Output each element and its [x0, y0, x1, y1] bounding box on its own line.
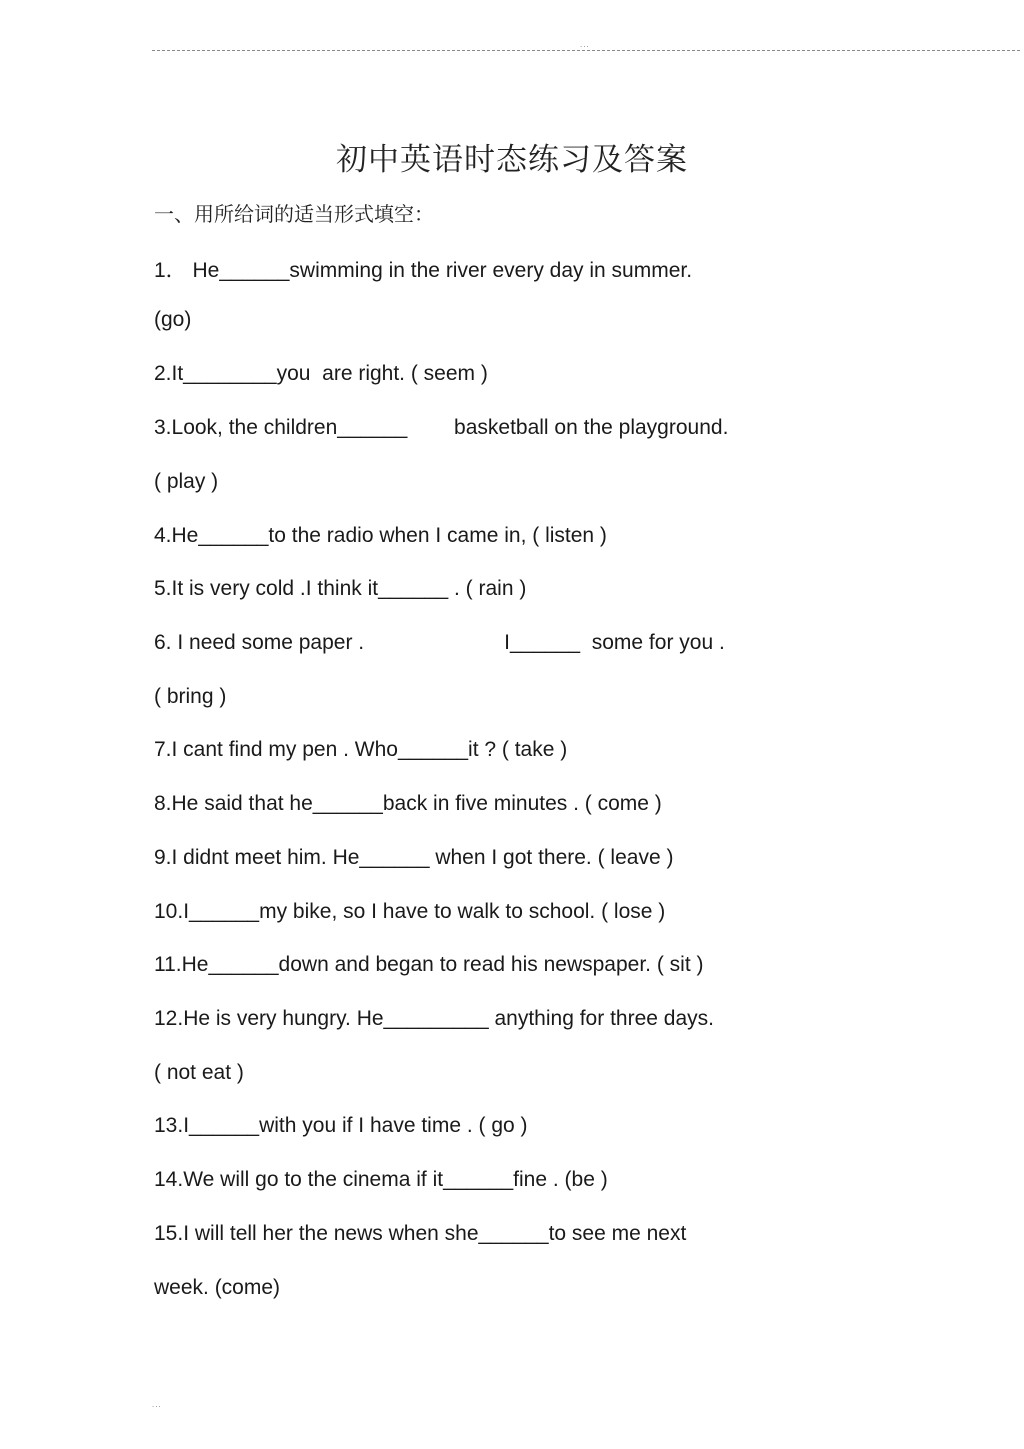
exercise-line: 11.He______down and began to read his newspaper. ( sit )	[154, 953, 704, 976]
exercise-line: ( play )	[154, 470, 219, 493]
exercise-line: 12.He is very hungry. He_________ anything for three days.	[154, 1007, 714, 1030]
exercise-line: 7.I cant find my pen . Who______it ? ( take )	[154, 738, 568, 761]
exercise-line: 14.We will go to the cinema if it______fine . (be )	[154, 1168, 608, 1191]
exercise-line: 4.He______to the radio when I came in, ( listen )	[154, 524, 607, 547]
header-rule	[152, 50, 1020, 51]
exercise-line: 2.It________you are right. ( seem )	[154, 362, 488, 385]
section-heading: 一、用所给词的适当形式填空：	[154, 202, 434, 226]
page-title: 初中英语时态练习及答案	[336, 142, 688, 178]
exercise-line: 8.He said that he______back in five minutes . ( come )	[154, 792, 662, 815]
exercise-line: 10.I______my bike, so I have to walk to school. ( lose )	[154, 900, 666, 923]
exercise-line: week. (come)	[154, 1276, 281, 1299]
exercise-line: 6. I need some paper . I______ some for you .	[154, 631, 725, 654]
exercise-line: 13.I______with you if I have time . ( go )	[154, 1114, 528, 1137]
header-dots: ...	[580, 40, 590, 49]
exercise-line: 5.It is very cold .I think it______ . ( rain )	[154, 577, 527, 600]
exercise-line: 3.Look, the children______ basketball on the playground.	[154, 416, 729, 439]
exercise-line: 15.I will tell her the news when she______to see me next	[154, 1222, 687, 1245]
exercise-line: ( bring )	[154, 685, 227, 708]
exercise-line: (go)	[154, 308, 192, 331]
exercise-line: 9.I didnt meet him. He______ when I got there. ( leave )	[154, 846, 674, 869]
footer-dots: ...	[152, 1400, 162, 1409]
exercise-line: 1． He______swimming in the river every day in summer.	[154, 259, 693, 282]
exercise-line: ( not eat )	[154, 1061, 244, 1084]
